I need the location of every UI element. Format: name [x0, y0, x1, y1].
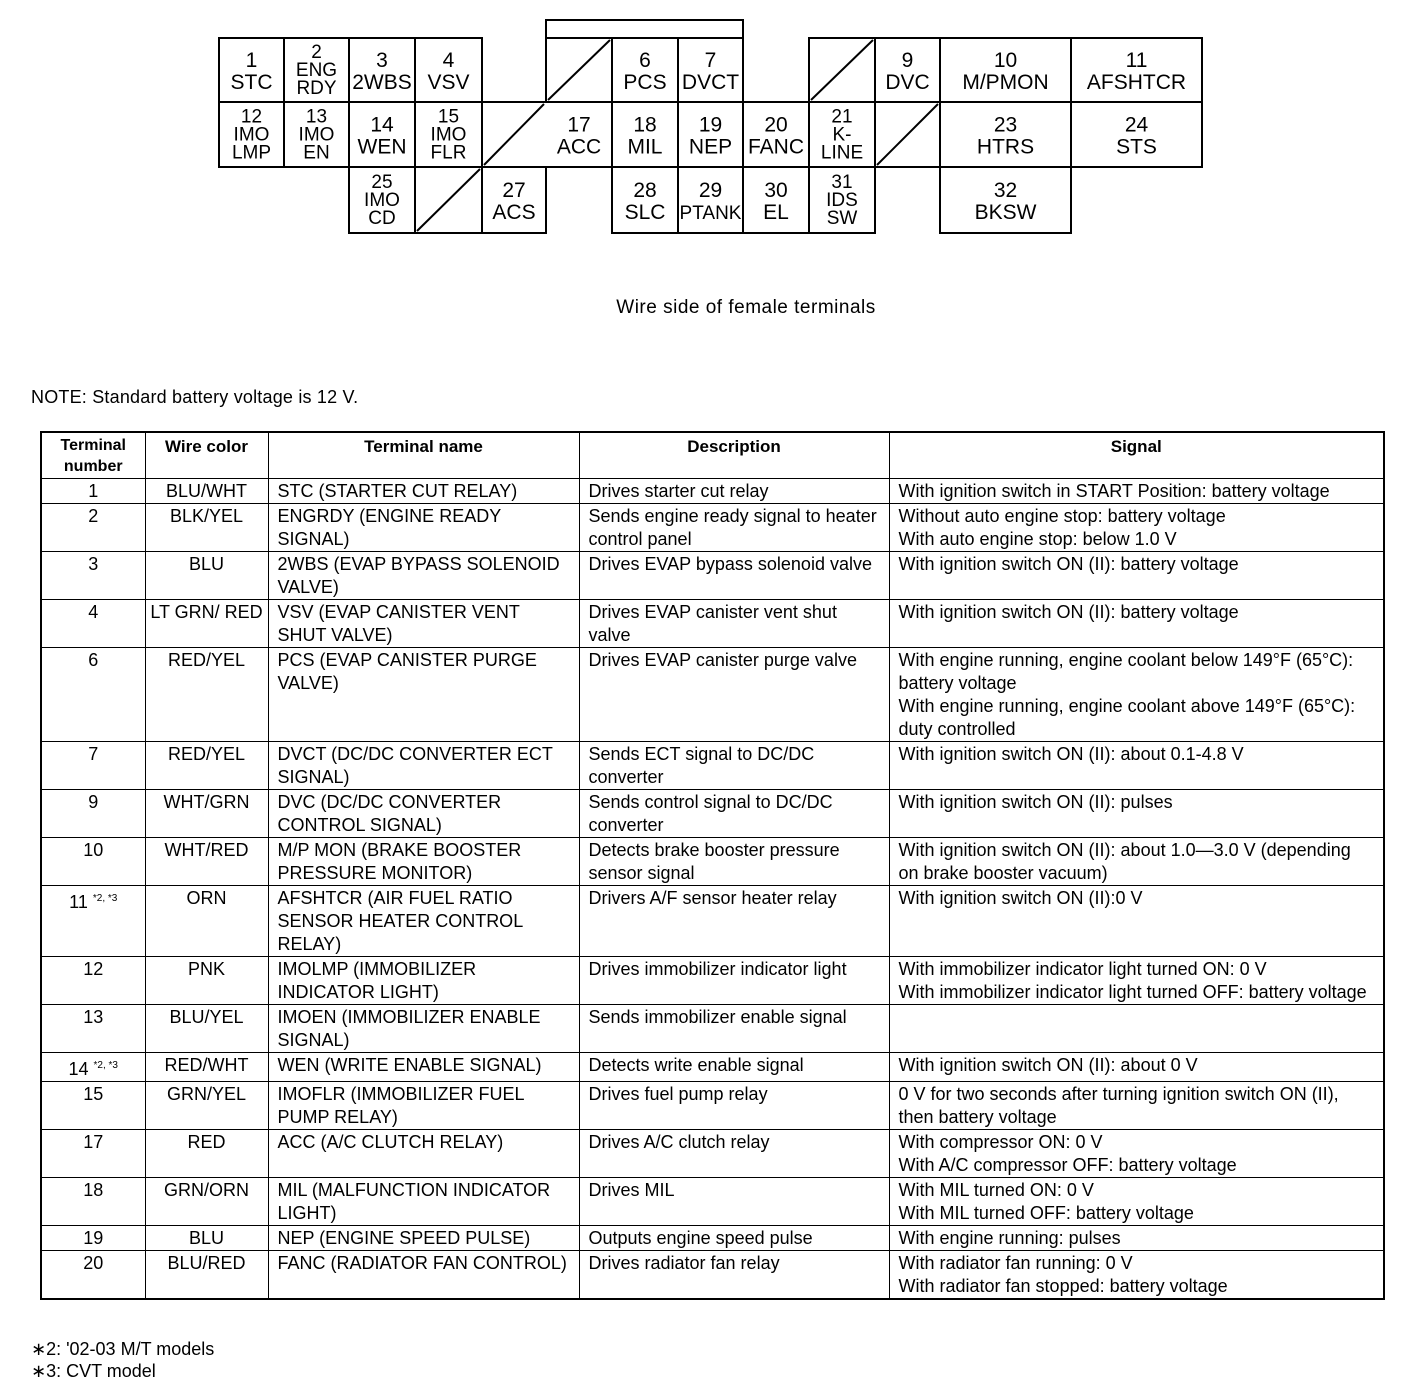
- terminal-30: [763, 179, 789, 224]
- unused-cavity-26: [417, 169, 480, 231]
- terminal-32: [975, 179, 1037, 224]
- signal-cell: [889, 648, 1384, 742]
- signal-cell: [889, 479, 1384, 504]
- unused-cavity-22: [877, 104, 938, 165]
- terminal-number-cell: 14 $^{*2, *3}$: [41, 1053, 145, 1082]
- footnote-ref: *2, *3: [92, 893, 118, 904]
- terminal-10: [962, 49, 1048, 94]
- table-row: [41, 790, 1384, 838]
- terminal-number-cell: 11 $^{*2, *3}$: [41, 886, 145, 957]
- terminal-name-cell: NEP (ENGINE SPEED PULSE): [268, 1226, 579, 1251]
- description-cell: Detects write enable signal: [579, 1053, 889, 1082]
- terminal-label: IMO: [298, 124, 335, 146]
- terminal-name-cell: FANC (RADIATOR FAN CONTROL): [268, 1251, 579, 1300]
- terminal-name-cell: ACC (A/C CLUTCH RELAY): [268, 1130, 579, 1178]
- terminal-name-cell: AFSHTCR (AIR FUEL RATIO SENSOR HEATER CONTROL RELAY): [268, 886, 579, 957]
- signal-cell: [889, 1130, 1384, 1178]
- terminal-number-cell: 13: [41, 1005, 145, 1053]
- table-row: [41, 600, 1384, 648]
- wire-color-cell: BLK/YEL: [145, 504, 268, 552]
- terminal-21: [821, 107, 863, 164]
- signal-cell: [889, 1251, 1384, 1300]
- description-cell: Sends ECT signal to DC/DC converter: [579, 742, 889, 790]
- terminal-13: [299, 107, 335, 164]
- header-wire-color: Wire color: [145, 432, 268, 479]
- terminal-number-cell: 4: [41, 600, 145, 648]
- terminal-number: 13: [305, 106, 328, 128]
- description-cell: Drives immobilizer indicator light: [579, 957, 889, 1005]
- terminal-number-cell: 17: [41, 1130, 145, 1178]
- signal-line: With ignition switch ON (II): about 1.0—3.0 V (depending on brake booster vacuum): [898, 840, 1351, 883]
- description-cell: Drives starter cut relay: [579, 479, 889, 504]
- terminal-number-cell: 15: [41, 1082, 145, 1130]
- terminal-20: [748, 114, 804, 159]
- terminal-number: 27: [502, 179, 526, 202]
- footnote-2: ∗2: '02-03 M/T models: [31, 1339, 215, 1359]
- terminal-19: [689, 114, 732, 159]
- table-row: [41, 1130, 1384, 1178]
- terminal-number-cell: 7: [41, 742, 145, 790]
- signal-cell: [889, 742, 1384, 790]
- terminal-14: [358, 114, 407, 159]
- terminal-number: 11: [1125, 49, 1148, 72]
- description-cell: Drives EVAP canister vent shut valve: [579, 600, 889, 648]
- terminal-label: FLR: [430, 142, 467, 164]
- terminal-label: FANC: [747, 135, 805, 159]
- terminal-number: 7: [704, 49, 717, 72]
- terminal-28: [625, 179, 666, 224]
- description-cell: Drives MIL: [579, 1178, 889, 1226]
- wire-color-cell: WHT/RED: [145, 838, 268, 886]
- terminal-25: [364, 172, 400, 229]
- terminal-name-cell: 2WBS (EVAP BYPASS SOLENOID VALVE): [268, 552, 579, 600]
- wire-color-cell: BLU: [145, 1226, 268, 1251]
- terminal-18: [627, 114, 662, 159]
- terminal-number: 3: [376, 49, 388, 72]
- terminal-number: 1: [245, 49, 258, 72]
- description-cell: Sends engine ready signal to heater control panel: [579, 504, 889, 552]
- description-cell: Drives EVAP bypass solenoid valve: [579, 552, 889, 600]
- terminal-label: ACC: [556, 135, 602, 159]
- signal-cell: [889, 957, 1384, 1005]
- footnote-ref: *2, *3: [93, 1060, 118, 1071]
- table-row: [41, 957, 1384, 1005]
- terminal-label: MIL: [627, 135, 663, 159]
- terminal-number-cell: 19: [41, 1226, 145, 1251]
- terminal-label: WEN: [357, 135, 407, 159]
- battery-note: NOTE: Standard battery voltage is 12 V.: [31, 387, 359, 407]
- terminal-name-cell: DVC (DC/DC CONVERTER CONTROL SIGNAL): [268, 790, 579, 838]
- terminal-15: [431, 107, 467, 164]
- footnote-3: ∗3: CVT model: [31, 1361, 156, 1381]
- terminal-label: IMO: [233, 124, 270, 146]
- header-terminal-name: Terminal name: [268, 432, 579, 479]
- terminal-9: [885, 49, 929, 94]
- description-cell: Drives EVAP canister purge valve: [579, 648, 889, 742]
- terminal-label: PCS: [623, 71, 667, 94]
- terminal-label: ACS: [492, 201, 536, 224]
- signal-line: With engine running: pulses: [898, 1228, 1121, 1248]
- terminal-number: 14: [370, 113, 394, 137]
- description-cell: Drives fuel pump relay: [579, 1082, 889, 1130]
- table-row: [41, 1082, 1384, 1130]
- table-row: [41, 504, 1384, 552]
- wire-color-cell: BLU: [145, 552, 268, 600]
- header-description: Description: [579, 432, 889, 479]
- terminal-number: 10: [993, 49, 1018, 72]
- signal-cell: [889, 1005, 1384, 1053]
- terminal-label: IDS: [826, 190, 858, 211]
- terminal-label: EL: [763, 201, 789, 224]
- terminal-name-cell: WEN (WRITE ENABLE SIGNAL): [268, 1053, 579, 1082]
- signal-cell: [889, 790, 1384, 838]
- wire-color-cell: RED/YEL: [145, 648, 268, 742]
- terminal-label: IMO: [430, 124, 467, 146]
- terminal-number: 6: [639, 49, 651, 72]
- unused-cavity-8: [811, 40, 873, 100]
- signal-cell: [889, 1053, 1384, 1082]
- table-row: [41, 1226, 1384, 1251]
- terminal-27: [492, 179, 535, 224]
- signal-line: 0 V for two seconds after turning ignition switch ON (II), then battery voltage: [898, 1084, 1339, 1127]
- signal-line: With ignition switch ON (II): about 0 V: [898, 1055, 1198, 1075]
- terminal-name-cell: MIL (MALFUNCTION INDICATOR LIGHT): [268, 1178, 579, 1226]
- terminal-number-cell: 2: [41, 504, 145, 552]
- signal-cell: [889, 552, 1384, 600]
- signal-line: With compressor ON: 0 V: [898, 1132, 1103, 1152]
- signal-line: With MIL turned ON: 0 V: [898, 1180, 1094, 1200]
- signal-line: With engine running, engine coolant above 149°F (65°C): duty controlled: [898, 696, 1356, 739]
- wire-color-cell: GRN/YEL: [145, 1082, 268, 1130]
- terminal-12: [232, 107, 271, 164]
- terminal-label: STC: [230, 71, 273, 94]
- signal-line: With ignition switch ON (II): pulses: [898, 792, 1173, 812]
- terminal-11: [1087, 49, 1186, 94]
- terminal-label: EN: [303, 142, 330, 164]
- signal-line: With ignition switch in START Position: battery voltage: [898, 481, 1330, 501]
- terminal-number-cell: 3: [41, 552, 145, 600]
- terminal-number: 18: [633, 113, 657, 137]
- terminal-number: 17: [567, 113, 591, 137]
- terminal-7: [682, 49, 739, 94]
- wire-color-cell: WHT/GRN: [145, 790, 268, 838]
- terminal-number: 21: [831, 106, 853, 128]
- terminal-label: STS: [1116, 135, 1157, 159]
- terminal-number: 20: [764, 113, 788, 137]
- terminal-4: [427, 49, 469, 94]
- terminal-number: 19: [698, 113, 723, 137]
- unused-cavity-5: [548, 40, 610, 100]
- terminal-label: SW: [826, 208, 858, 229]
- signal-line: With ignition switch ON (II): battery voltage: [898, 602, 1239, 622]
- terminal-1: [231, 49, 273, 94]
- terminal-label: AFSHTCR: [1086, 71, 1187, 94]
- description-cell: Outputs engine speed pulse: [579, 1226, 889, 1251]
- wire-color-cell: BLU/YEL: [145, 1005, 268, 1053]
- terminal-number-cell: 1: [41, 479, 145, 504]
- signal-cell: [889, 1082, 1384, 1130]
- terminal-number: 30: [764, 179, 788, 202]
- signal-line: With A/C compressor OFF: battery voltage: [898, 1155, 1237, 1175]
- terminal-name-cell: IMOEN (IMMOBILIZER ENABLE SIGNAL): [268, 1005, 579, 1053]
- terminal-name-cell: IMOFLR (IMMOBILIZER FUEL PUMP RELAY): [268, 1082, 579, 1130]
- terminal-label: LINE: [820, 142, 864, 164]
- terminal-23: [977, 114, 1034, 159]
- description-cell: Sends immobilizer enable signal: [579, 1005, 889, 1053]
- signal-cell: [889, 600, 1384, 648]
- terminal-number: 25: [371, 172, 393, 193]
- terminal-number: 29: [698, 179, 723, 202]
- terminal-number-cell: 12: [41, 957, 145, 1005]
- terminal-name-cell: PCS (EVAP CANISTER PURGE VALVE): [268, 648, 579, 742]
- header-terminal-number: Terminal number: [41, 432, 145, 479]
- terminal-number: 15: [437, 106, 460, 128]
- signal-line: Without auto engine stop: battery voltage: [898, 506, 1226, 526]
- terminal-label: HTRS: [976, 135, 1035, 159]
- terminal-label: DVCT: [681, 71, 740, 94]
- table-header-row: [41, 432, 1384, 479]
- table-row: [41, 648, 1384, 742]
- table-row: [41, 838, 1384, 886]
- description-cell: Drives A/C clutch relay: [579, 1130, 889, 1178]
- terminal-name-cell: STC (STARTER CUT RELAY): [268, 479, 579, 504]
- terminal-label: RDY: [296, 78, 337, 99]
- description-cell: Drivers A/F sensor heater relay: [579, 886, 889, 957]
- terminal-label: K-: [832, 124, 852, 146]
- wire-color-cell: LT GRN/ RED: [145, 600, 268, 648]
- terminal-number: 24: [1124, 113, 1149, 137]
- wire-color-cell: RED/YEL: [145, 742, 268, 790]
- terminal-number: 23: [993, 113, 1018, 137]
- terminal-number: 31: [831, 172, 853, 193]
- terminal-label: PTANK: [679, 203, 742, 224]
- terminal-label: LMP: [231, 142, 272, 164]
- wire-color-cell: PNK: [145, 957, 268, 1005]
- terminal-number-cell: 18: [41, 1178, 145, 1226]
- terminal-3: [352, 49, 412, 94]
- signal-cell: [889, 504, 1384, 552]
- signal-line: With engine running, engine coolant below 149°F (65°C): battery voltage: [898, 650, 1354, 693]
- terminal-number: 2: [311, 42, 322, 63]
- description-cell: Detects brake booster pressure sensor signal: [579, 838, 889, 886]
- signal-line: With immobilizer indicator light turned ON: 0 V: [898, 959, 1267, 979]
- signal-cell: [889, 838, 1384, 886]
- terminal-name-cell: VSV (EVAP CANISTER VENT SHUT VALVE): [268, 600, 579, 648]
- wire-color-cell: RED/WHT: [145, 1053, 268, 1082]
- terminal-number: 28: [633, 179, 657, 202]
- wire-color-cell: ORN: [145, 886, 268, 957]
- terminal-31: [826, 172, 858, 229]
- wire-color-cell: RED: [145, 1130, 268, 1178]
- terminal-label: ENG: [295, 60, 338, 81]
- wire-color-cell: GRN/ORN: [145, 1178, 268, 1226]
- terminal-label: CD: [368, 208, 396, 229]
- table-row: [41, 552, 1384, 600]
- signal-line: With auto engine stop: below 1.0 V: [898, 529, 1177, 549]
- connector-diagram: [0, 0, 1408, 245]
- terminal-number-cell: 10: [41, 838, 145, 886]
- connector-caption: Wire side of female terminals: [616, 297, 876, 318]
- signal-line: With immobilizer indicator light turned OFF: battery voltage: [898, 982, 1367, 1002]
- terminal-number-cell: 9: [41, 790, 145, 838]
- signal-cell: [889, 886, 1384, 957]
- description-cell: Sends control signal to DC/DC converter: [579, 790, 889, 838]
- terminal-number: 32: [993, 179, 1018, 202]
- terminal-number: 12: [240, 106, 263, 128]
- terminal-label: 2WBS: [352, 71, 412, 94]
- description-cell: Drives radiator fan relay: [579, 1251, 889, 1300]
- wire-color-cell: BLU/RED: [145, 1251, 268, 1300]
- terminal-table: [40, 431, 1385, 1300]
- terminal-number: 9: [901, 49, 914, 72]
- signal-line: With MIL turned OFF: battery voltage: [898, 1203, 1194, 1223]
- terminal-2: [296, 42, 337, 99]
- table-row: [41, 1005, 1384, 1053]
- signal-line: With ignition switch ON (II): about 0.1-4.8 V: [898, 744, 1244, 764]
- terminal-number-cell: 6: [41, 648, 145, 742]
- terminal-name-cell: ENGRDY (ENGINE READY SIGNAL): [268, 504, 579, 552]
- terminal-24: [1116, 114, 1157, 159]
- signal-line: With radiator fan running: 0 V: [898, 1253, 1133, 1273]
- table-row: [41, 886, 1384, 957]
- header-signal: Signal: [889, 432, 1384, 479]
- signal-line: With radiator fan stopped: battery voltage: [898, 1276, 1228, 1296]
- table-row: [41, 742, 1384, 790]
- terminal-label: DVC: [885, 71, 930, 94]
- terminal-label: BKSW: [974, 201, 1037, 224]
- terminal-name-cell: DVCT (DC/DC CONVERTER ECT SIGNAL): [268, 742, 579, 790]
- terminal-number: 4: [442, 49, 455, 72]
- terminal-29: [680, 179, 742, 224]
- signal-cell: [889, 1226, 1384, 1251]
- signal-line: With ignition switch ON (II):0 V: [898, 888, 1143, 908]
- table-row: [41, 1251, 1384, 1300]
- terminal-number-cell: 20: [41, 1251, 145, 1300]
- signal-line: With ignition switch ON (II): battery voltage: [898, 554, 1239, 574]
- terminal-label: IMO: [364, 190, 400, 211]
- terminal-label: SLC: [624, 201, 666, 224]
- table-row: [41, 1178, 1384, 1226]
- terminal-17: [557, 114, 601, 159]
- wire-color-cell: BLU/WHT: [145, 479, 268, 504]
- table-row: [41, 479, 1384, 504]
- unused-cavity-16: [484, 104, 544, 165]
- terminal-name-cell: M/P MON (BRAKE BOOSTER PRESSURE MONITOR): [268, 838, 579, 886]
- terminal-label: M/PMON: [962, 71, 1049, 94]
- terminal-label: NEP: [688, 135, 733, 159]
- table-row: [41, 1053, 1384, 1082]
- terminal-label: VSV: [427, 71, 470, 94]
- signal-cell: [889, 1178, 1384, 1226]
- terminal-name-cell: IMOLMP (IMMOBILIZER INDICATOR LIGHT): [268, 957, 579, 1005]
- terminal-6: [623, 49, 666, 94]
